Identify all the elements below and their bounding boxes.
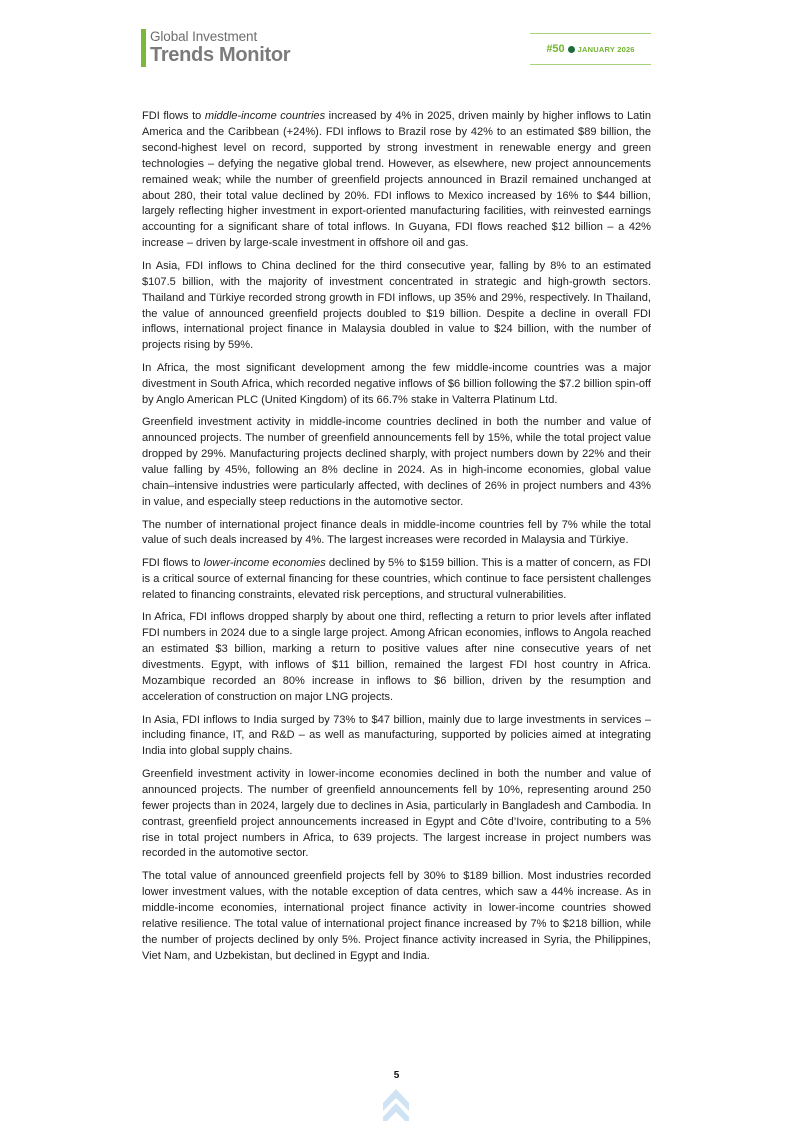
masthead-title: Trends Monitor — [150, 44, 291, 66]
masthead-subtitle: Global Investment — [150, 29, 258, 44]
bullet-dot-icon — [568, 46, 575, 53]
paragraph-text: declined by 5% to $159 billion. This is a matter of concern, as FDI is a critical source of external financing for these countries, which continue to face persistent challenges related to financing constraints, elevated risk perceptions, and structural vulnerabilities. — [142, 557, 651, 601]
paragraph-text: increased by 4% in 2025, driven mainly by higher inflows to Latin America and the Caribbean (+24%). FDI inflows to Brazil rose by 42% to an estimated $89 billion, the second-highest level on record, supported by strong investment in renewable energy and green technologies – defying the negative global trend. However, as elsewhere, new project announcements remained weak; while the number of greenfield projects announced in Brazil remained unchanged at about 280, their total value declined by 20%. FDI inflows to Mexico increased by 16% to $44 billion, largely reflecting higher investment in export-oriented manufacturing facilities, with reinvested earnings accounting for a significant share of total inflows. In Guyana, FDI flows reached $12 billion – a 42% increase – driven by large-scale investment in offshore oil and gas. — [142, 110, 651, 250]
paragraph-text: In Asia, FDI inflows to India surged by 73% to $47 billion, mainly due to large investments in services – including finance, IT, and R&D – as well as manufacturing, supported by policies aimed at integrating India into global supply chains. — [142, 713, 651, 758]
paragraph-text: Greenfield investment activity in lower-income economies declined in both the number and value of announced projects. The number of greenfield announcements fell by 10%, representing around 250 fewer projects than in 2024, largely due to declines in Asia, particularly in Bangladesh and Cambodia. In contrast, greenfield project announcements increased in Egypt and Côte d’Ivoire, contributing to a 5% rise in total project numbers in Africa, to 639 projects. The largest increase in project numbers was recorded in the automotive sector. — [142, 767, 651, 860]
issue-number: #50 — [546, 43, 565, 55]
paragraph-emphasis: lower-income economies — [203, 557, 326, 569]
paragraph-text: Greenfield investment activity in middle-income countries declined in both the number and value of announced projects. The number of greenfield announcements fell by 15%, while the total project value dropped by 29%. Manufacturing projects declined sharply, with project numbers down by 22% and their value falling by 45%, following an 8% decline in 2024. As in high-income economies, global value chain–intensive industries were particularly affected, with declines of 26% in project numbers and 43% in value, and especially steep reductions in the automotive sector. — [142, 416, 651, 508]
paragraph — [142, 259, 651, 354]
paragraph — [142, 361, 651, 409]
issue-badge — [530, 33, 651, 65]
paragraph — [142, 869, 651, 964]
paragraph — [142, 556, 651, 604]
paragraph-text: In Asia, FDI inflows to China declined for the third consecutive year, falling by 8% to an estimated $107.5 billion, with the majority of investment concentrated in strategic and high-growth sectors. Thailand and Türkiye recorded strong growth in FDI inflows, up 35% and 29%, respectively. In Thailand, the value of announced greenfield projects doubled to $19 billion. Despite a decline in overall FDI inflows, international project finance in Malaysia doubled in value to $24 billion, with the number of projects rising by 59%. — [142, 259, 651, 352]
paragraph — [142, 767, 651, 862]
paragraph — [142, 415, 651, 510]
issue-date: JANUARY 2026 — [577, 44, 635, 54]
paragraph-text: FDI flows to — [142, 110, 205, 122]
paragraph — [142, 713, 651, 761]
paragraph — [142, 109, 651, 252]
paragraph-text: The total value of announced greenfield projects fell by 30% to $189 billion. Most industries recorded lower investment values, with the notable exception of data centres, which saw a 44% increase. As in middle-income economies, international project finance activity in lower-income countries showed relative resilience. The total value of international project finance increased by 7% to $218 billion, while the number of projects declined by only 5%. Project finance activity increased in Syria, the Philippines, Viet Nam, and Uzbekistan, but declined in Egypt and India. — [142, 870, 651, 962]
paragraph-emphasis: middle-income countries — [204, 110, 326, 122]
paragraph — [142, 610, 651, 705]
page-number: 5 — [393, 1070, 400, 1081]
paragraph-text: FDI flows to — [142, 557, 204, 569]
paragraph-text: The number of international project finance deals in middle-income countries fell by 7% while the total value of such deals increased by 4%. The largest increases were recorded in Malaysia and Türkiye. — [142, 518, 651, 547]
chevron-up-double-icon[interactable] — [383, 1089, 409, 1121]
paragraph-text: In Africa, the most significant development among the few middle-income countries was a major divestment in South Africa, which recorded negative inflows of $6 billion following the $7.2 billion spin-off by Anglo American PLC (United Kingdom) of its 66.7% stake in Valterra Platinum Ltd. — [142, 361, 651, 406]
masthead — [141, 29, 290, 67]
article-body — [142, 109, 651, 971]
paragraph-text: In Africa, FDI inflows dropped sharply by about one third, reflecting a return to prior levels after inflated FDI numbers in 2024 due to a single large project. Among African economies, inflows to Angola reached an estimated $3 billion, marking a return to positive values after nine consecutive years of net divestments. Egypt, with inflows of $11 billion, remained the largest FDI host country in Africa. Mozambique recorded an 80% increase in inflows to $6 billion, driven by the resumption and acceleration of construction on major LNG projects. — [142, 611, 651, 703]
paragraph — [142, 518, 651, 550]
